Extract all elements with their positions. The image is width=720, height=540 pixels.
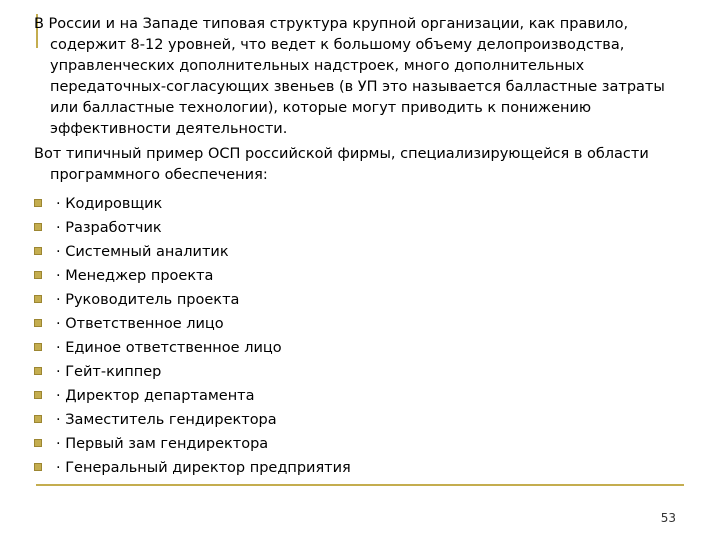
- square-bullet-icon: [34, 295, 42, 303]
- example-paragraph: Вот типичный пример ОСП российской фирмы, специализирующейся в области программного обеспечения:: [34, 146, 649, 183]
- square-bullet-icon: [34, 463, 42, 471]
- square-bullet-icon: [34, 271, 42, 279]
- list-item: · Первый зам гендиректора: [34, 432, 684, 456]
- list-item: · Разработчик: [34, 216, 684, 240]
- list-item: · Заместитель гендиректора: [34, 408, 684, 432]
- square-bullet-icon: [34, 367, 42, 375]
- square-bullet-icon: [34, 199, 42, 207]
- list-item: · Системный аналитик: [34, 240, 684, 264]
- square-bullet-icon: [34, 223, 42, 231]
- square-bullet-icon: [34, 391, 42, 399]
- slide-content: [34, 14, 684, 480]
- page-number: 53: [660, 511, 676, 525]
- list-item: · Гейт-киппер: [34, 360, 684, 384]
- list-item: · Единое ответственное лицо: [34, 336, 684, 360]
- square-bullet-icon: [34, 319, 42, 327]
- square-bullet-icon: [34, 415, 42, 423]
- square-bullet-icon: [34, 439, 42, 447]
- list-item: · Директор департамента: [34, 384, 684, 408]
- list-item: · Руководитель проекта: [34, 288, 684, 312]
- intro-paragraph: В России и на Западе типовая структура крупной организации, как правило, содержит 8-12 уровней, что ведет к большому объему делопроизводства, управленческих дополнительных надстроек, много дополнительных передаточных-согласующих звеньев (в УП это называется балластные затраты или балластные технологии), которые могут приводить к понижению эффективности деятельности.: [34, 16, 665, 137]
- square-bullet-icon: [34, 343, 42, 351]
- square-bullet-icon: [34, 247, 42, 255]
- list-item: · Генеральный директор предприятия: [34, 456, 684, 480]
- list-item: · Менеджер проекта: [34, 264, 684, 288]
- list-item: · Ответственное лицо: [34, 312, 684, 336]
- role-list: [34, 192, 684, 480]
- list-item: · Кодировщик: [34, 192, 684, 216]
- bottom-divider: [36, 484, 684, 486]
